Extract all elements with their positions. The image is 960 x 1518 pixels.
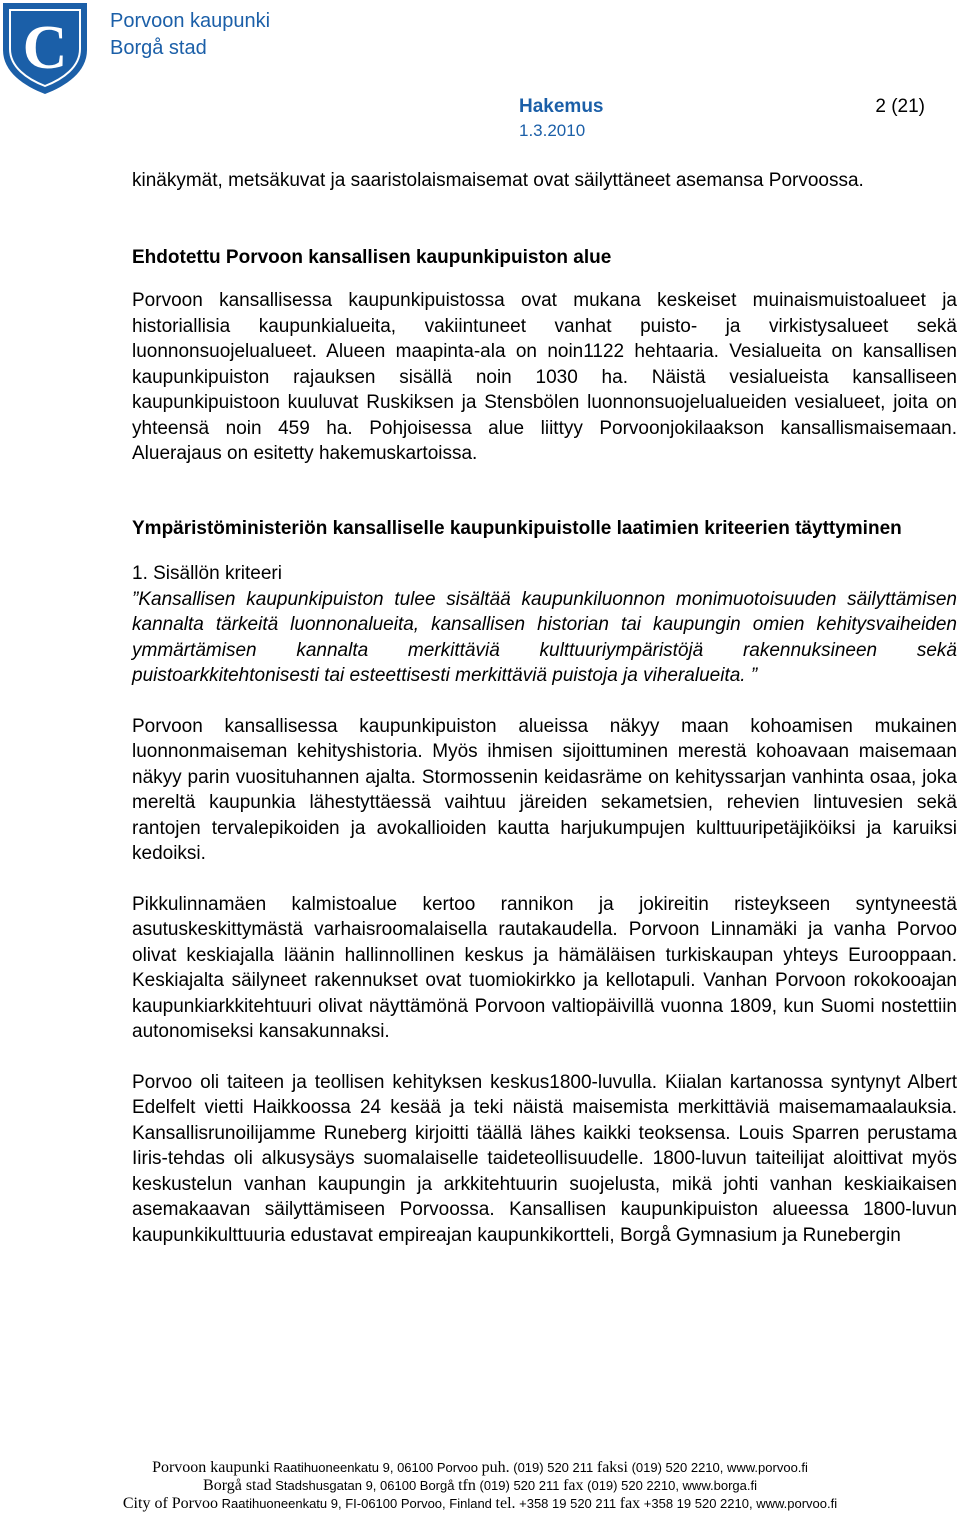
- page-number: 2 (21): [875, 96, 925, 117]
- spacer: [132, 270, 957, 288]
- org-name-sv: Borgå stad: [110, 37, 207, 59]
- section-heading: Ympäristöministeriön kansalliselle kaupunkipuistolle laatimien kriteerien täyttyminen: [132, 517, 902, 539]
- footer-line-sv: Borgå stad Stadshusgatan 9, 06100 Borgå tfn (019) 520 211 fax (019) 520 2210, www.borga.fi: [203, 1477, 757, 1494]
- body-paragraph: Porvoon kansallisessa kaupunkipuiston alueissa näkyy maan kohoamisen mukainen luonnonmaiseman kehityshistoria. Myös ihmisen sijoittuminen merestä kohoavaan maisemaan näkyy parin vuosituhannen ajalta. Stormossenin keidasräme on kehityssarjan vanhinta osaa, joka mereltä kaupunkia lähestyttäessä vaihtuu järeiden sekametsien, rehevien lintuvesien sekä rantojen tervalepikoiden ja avokallioiden kautta harjukumpujen kulttuuripetäjiköiksi ja karuiksi kedoiksi.: [132, 715, 957, 864]
- spacer: [132, 467, 957, 516]
- footer-line-en: City of Porvoo Raatihuoneenkatu 9, FI-06100 Porvoo, Finland tel. +358 19 520 211 fax +358 19 520 2210, www.porvoo.fi: [122, 1495, 838, 1512]
- spacer: [132, 541, 957, 561]
- intro-paragraph: kinäkymät, metsäkuvat ja saaristolaismaisemat ovat säilyttäneet asemansa Porvoossa.: [132, 170, 864, 191]
- spacer: [132, 1045, 957, 1070]
- page-footer: [0, 1459, 960, 1513]
- document-type: Hakemus: [519, 96, 604, 117]
- org-name-fi: Porvoon kaupunki: [110, 10, 271, 32]
- body-paragraph: Pikkulinnamäen kalmistoalue kertoo rannikon ja jokireitin risteykseen syntyneestä asutuskeskittymästä varhaisroomalaisella rautakaudella. Porvoon Linnamäki ja vanha Porvoo olivat keskiajalla läänin hallinnollinen keskus ja hämäläisen turkiskaupan yhteys Eurooppaan. Keskiajalta säilyneet rakennukset ovat tuomiokirkko ja kellotapuli. Vanhan Porvoon rokokooajan kaupunkiarkkitehtuuri olivat näyttämönä Porvoon valtiopäivillä vuonna 1809, kun Suomi nostettiin autonomiseksi kansakunnaksi.: [132, 893, 957, 1042]
- document-body: [132, 168, 957, 1248]
- criterion-quote: ”Kansallisen kaupunkipuiston tulee sisältää kaupunkiluonnon monimuotoisuuden säilyttämisen kannalta tärkeitä luonnonalueita, kansallisen historian tai kaupungin omien kehitysvaiheiden ymmärtämisen kannalta merkittäviä kulttuuriympäristöjä rakennuksineen sekä puistoarkkitehtonisesti tai esteettisesti merkittäviä puistoja ja viheralueita. ”: [132, 588, 957, 686]
- footer-line-fi: Porvoon kaupunki Raatihuoneenkatu 9, 06100 Porvoo puh. (019) 520 211 faksi (019) 520 2210, www.porvoo.fi: [152, 1459, 808, 1476]
- spacer: [132, 194, 957, 245]
- organization-name: [110, 8, 270, 62]
- spacer: [132, 867, 957, 892]
- section-heading: Ehdotettu Porvoon kansallisen kaupunkipuiston alue: [132, 246, 612, 268]
- porvoo-coat-of-arms-icon: [0, 0, 90, 96]
- logo-letter: C: [22, 14, 68, 82]
- document-date: 1.3.2010: [519, 121, 586, 140]
- body-paragraph: Porvoo oli taiteen ja teollisen kehityksen keskus1800-luvulla. Kiialan kartanossa syntynyt Albert Edelfelt vietti Haikkoossa 24 kesää ja teki näistä maisemista merkittäviä maisemamaalauksia. Kansallisrunoilijamme Runeberg kirjoitti täällä lähes kaikki teoksensa. Louis Sparren perustama Iiris-tehdas oli alkusysäys suomalaiselle taideteollisuudelle. 1800-luvun taiteilijat aloittivat myös keskustelun vanhan kaupungin ja arkkitehtuurin suojelusta, mikä johti vanhan keskiaikaisen asemakaavan säilyttämiseen Porvoossa. Kansallisen kaupunkipuiston alueessa 1800-luvun kaupunkikulttuuria edustavat empireajan kaupunkikortteli, Borgå Gymnasium ja Runebergin: [132, 1071, 957, 1246]
- criterion-label: 1. Sisällön kriteeri: [132, 563, 282, 584]
- body-paragraph: Porvoon kansallisessa kaupunkipuistossa ovat mukana keskeiset muinaismuistoalueet ja historiallisia kaupunkialueita, vakiintuneet vanhat puisto- ja virkistysalueet sekä luonnonsuojelualueet. Alueen maapinta-ala on noin1122 hehtaaria. Vesialueita on kansallisen kaupunkipuiston rajauksen sisällä noin 1030 ha. Näistä vesialueista kansalliseen kaupunkipuistoon kuuluvat Ruskiksen ja Stensbölen luonnonsuojelualueiden vesialueet, joita on yhteensä noin 459 ha. Pohjoisessa alue liittyy Porvoonjokilaakson kansallismaisemaan. Aluerajaus on esitetty hakemuskartoissa.: [132, 290, 957, 464]
- spacer: [132, 689, 957, 714]
